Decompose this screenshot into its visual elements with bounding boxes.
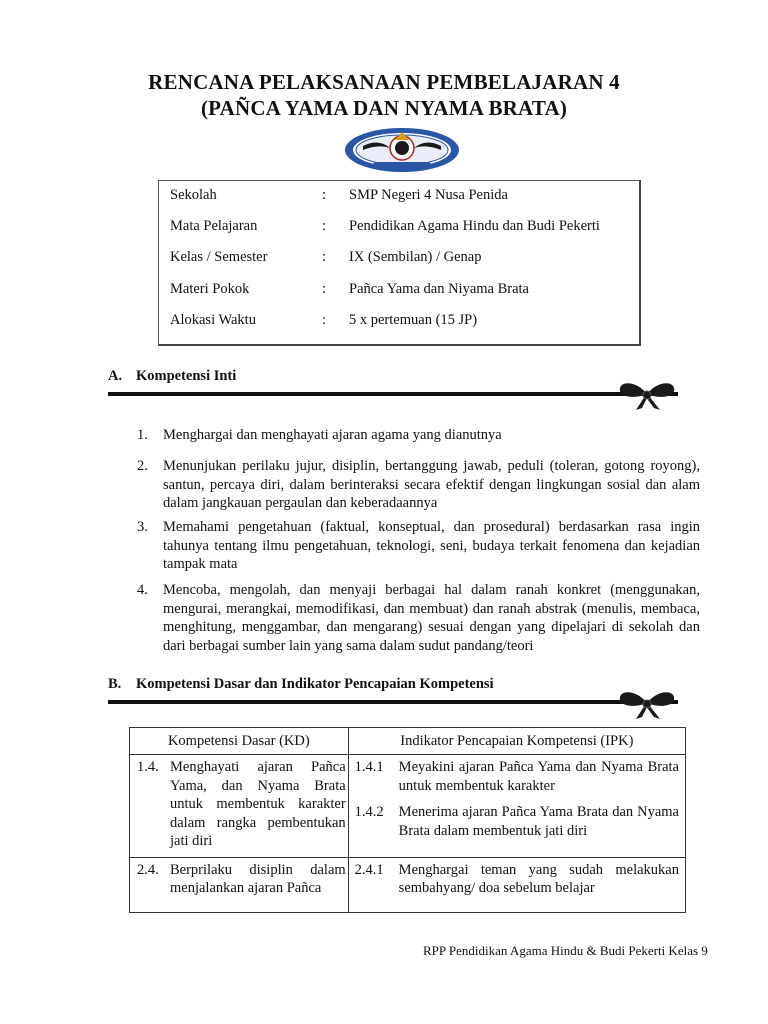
ipk-item	[355, 758, 679, 795]
ipk-text: Menerima ajaran Pañca Yama Brata dan Nyama Brata dalam membentuk jati diri	[398, 804, 679, 839]
info-colon: :	[322, 218, 327, 234]
school-info-box	[158, 180, 641, 346]
list-item-number: 1.	[137, 427, 148, 443]
info-value: IX (Sembilan) / Genap	[349, 249, 482, 265]
list-item	[137, 426, 700, 445]
kd-number: 1.4.	[137, 759, 159, 775]
kd-cell	[130, 755, 349, 858]
table-row	[130, 857, 686, 912]
document-title-line2: (PAÑCA YAMA DAN NYAMA BRATA)	[200, 96, 568, 120]
section-b-divider	[108, 700, 678, 704]
kd-ipk-table	[129, 727, 686, 913]
info-value: Pañca Yama dan Niyama Brata	[349, 281, 529, 297]
section-letter: A.	[108, 368, 123, 384]
column-header-ipk: Indikator Pencapaian Kompetensi (IPK)	[348, 728, 685, 755]
list-item	[137, 581, 700, 655]
ipk-number: 1.4.2	[354, 804, 384, 820]
section-title: Kompetensi Inti	[136, 368, 237, 384]
info-colon: :	[322, 281, 327, 297]
table-header-row	[130, 728, 686, 755]
info-label: Alokasi Waktu	[170, 312, 256, 328]
list-item-number: 3.	[137, 519, 148, 535]
list-item-text: Menunjukan perilaku jujur, disiplin, bertanggung jawab, peduli (toleran, gotong royong), santun, percaya diri, dalam berinteraksi secara efektif dengan lingkungan sosial dan alam dalam jangkauan pergaulan dan keberadaannya	[163, 458, 700, 511]
section-a-heading	[108, 368, 236, 385]
ipk-number: 1.4.1	[354, 759, 384, 775]
ipk-cell	[348, 857, 685, 912]
ipk-text: Meyakini ajaran Pañca Yama dan Nyama Brata untuk membentuk karakter	[398, 759, 679, 794]
document-title-line1: RENCANA PELAKSANAAN PEMBELAJARAN 4	[148, 70, 620, 94]
ipk-item	[355, 861, 679, 898]
ipk-number: 2.4.1	[354, 861, 384, 878]
info-value: SMP Negeri 4 Nusa Penida	[349, 187, 508, 203]
info-label: Materi Pokok	[170, 281, 250, 297]
kd-text: Berprilaku disiplin dalam menjalankan ajaran Pañca	[170, 861, 346, 896]
list-item	[137, 518, 700, 574]
ipk-text: Menghargai teman yang sudah melakukan sembahyang/ doa sebelum belajar	[398, 861, 679, 896]
info-colon: :	[322, 249, 327, 265]
list-item	[137, 457, 700, 513]
info-label: Sekolah	[170, 187, 217, 203]
info-value: 5 x pertemuan (15 JP)	[349, 312, 478, 328]
info-label: Mata Pelajaran	[170, 218, 258, 234]
column-header-kd: Kompetensi Dasar (KD)	[130, 728, 349, 755]
kd-text: Menghayati ajaran Pañca Yama, dan Nyama Brata untuk membentuk karakter dalam rangka pembentukan jati diri	[170, 759, 346, 849]
ribbon-bow-icon	[616, 378, 678, 412]
section-title: Kompetensi Dasar dan Indikator Pencapaian Kompetensi	[136, 676, 494, 692]
info-colon: :	[322, 312, 327, 328]
kd-number: 2.4.	[137, 861, 159, 878]
page-footer: RPP Pendidikan Agama Hindu & Budi Pekerti Kelas 9	[423, 943, 708, 958]
info-label: Kelas / Semester	[170, 249, 268, 265]
section-a-divider	[108, 392, 678, 396]
list-item-text: Mencoba, mengolah, dan menyaji berbagai hal dalam ranah konkret (menggunakan, mengurai, merangkai, memodifikasi, dan membuat) dan ranah abstrak (menulis, membaca, menghitung, menggambar, dan mengarang) sesuai dengan yang dipelajari di sekolah dan dari berbagai sumber lain yang sama dalam sudut pandang/teori	[163, 582, 700, 654]
info-value: Pendidikan Agama Hindu dan Budi Pekerti	[349, 218, 600, 234]
ipk-cell	[348, 755, 685, 858]
info-colon: :	[322, 187, 327, 203]
ipk-item	[355, 803, 679, 840]
list-item-text: Menghargai dan menghayati ajaran agama yang dianutnya	[163, 427, 502, 443]
list-item-number: 2.	[137, 458, 148, 474]
section-letter: B.	[108, 676, 122, 692]
school-logo-emblem-icon	[343, 126, 461, 174]
kd-cell	[130, 857, 349, 912]
table-row	[130, 755, 686, 858]
list-item-number: 4.	[137, 582, 148, 598]
list-item-text: Memahami pengetahuan (faktual, konseptual, dan prosedural) berdasarkan rasa ingin tahunya tentang ilmu pengetahuan, teknologi, seni, budaya terkait fenomena dan kejadian tampak mata	[163, 519, 700, 572]
ribbon-bow-icon	[616, 687, 678, 721]
section-b-heading	[108, 676, 494, 693]
